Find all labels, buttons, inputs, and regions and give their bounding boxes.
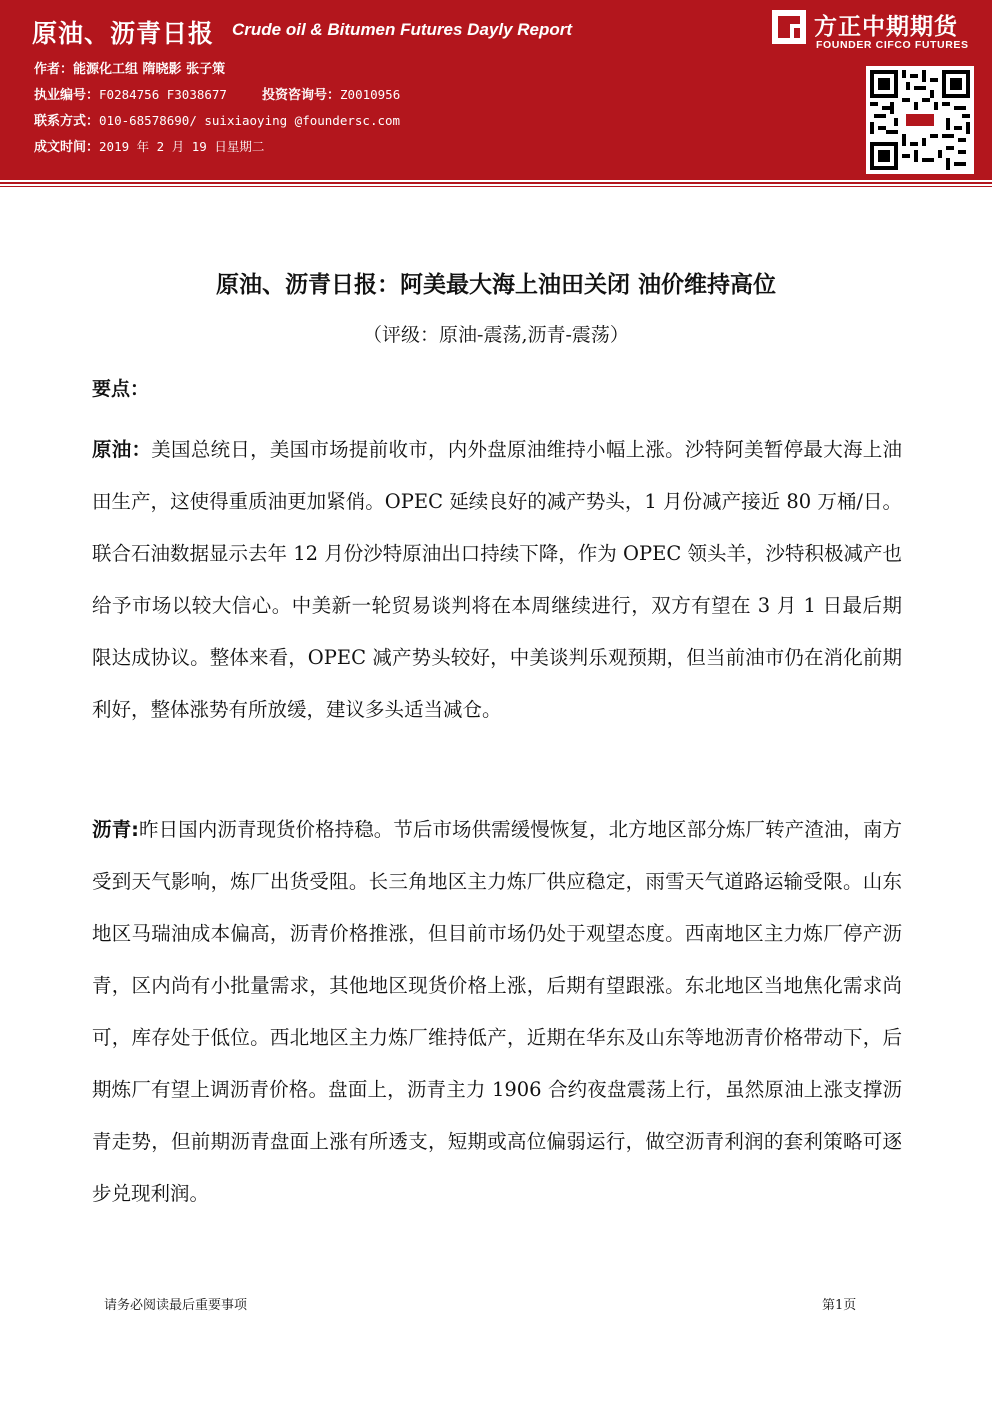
license-label: 执业编号： (34, 88, 100, 103)
founder-logo (772, 8, 982, 58)
contact-value: 010-68578690/ suixiaoying @foundersc.com (99, 113, 401, 128)
footer-notice: 请务必阅读最后重要事项 (104, 1298, 248, 1313)
crude-oil-label: 原油： (92, 438, 152, 461)
date-line (34, 136, 264, 155)
crude-oil-paragraph (92, 424, 902, 736)
bitumen-paragraph (92, 804, 902, 1220)
bitumen-label: 沥青: (92, 818, 139, 841)
founder-logo-icon (772, 10, 806, 44)
qr-code-icon (870, 70, 970, 170)
bitumen-text: 昨日国内沥青现货价格持稳。节后市场供需缓慢恢复，北方地区部分炼厂转产渣油，南方受到天气影响，炼厂出货受阻。长三角地区主力炼厂供应稳定，雨雪天气道路运输受限。山东地区马瑞油成本偏高，沥青价格推涨，但目前市场仍处于观望态度。西南地区主力炼厂停产沥青，区内尚有小批量需求，其他地区现货价格上涨，后期有望跟涨。东北地区当地焦化需求尚可，库存处于低位。西北地区主力炼厂维持低产，近期在华东及山东等地沥青价格带动下，后期炼厂有望上调沥青价格。盘面上，沥青主力 1906 合约夜盘震荡上行，虽然原油上涨支撑沥青走势，但前期沥青盘面上涨有所透支，短期或高位偏弱运行，做空沥青利润的套利策略可逐步兑现利润。 (92, 818, 902, 1205)
consult-label: 投资咨询号： (262, 88, 341, 103)
crude-oil-text: 美国总统日，美国市场提前收市，内外盘原油维持小幅上涨。沙特阿美暂停最大海上油田生产，这使得重质油更加紧俏。OPEC 延续良好的减产势头，1 月份减产接近 80 万桶/日。联合石油数据显示去年 12 月份沙特原油出口持续下降，作为 OPEC 领头羊，沙特积极减产也给予市场以较大信心。中美新一轮贸易谈判将在本周继续进行，双方有望在 3 月 1 日最后期限达成协议。整体来看，OPEC 减产势头较好，中美谈判乐观预期，但当前油市仍在消化前期利好，整体涨势有所放缓，建议多头适当减仓。 (92, 438, 902, 721)
contact-label: 联系方式： (34, 114, 100, 129)
qr-code (866, 66, 974, 174)
date-value: 2019 年 2 月 19 日星期二 (99, 139, 265, 154)
consult-value: Z0010956 (340, 87, 401, 102)
author-value: 能源化工组 隋晓影 张子策 (73, 62, 226, 77)
header-rule-thin (0, 186, 992, 187)
author-line (34, 58, 225, 77)
license-line (34, 84, 400, 103)
header-subtitle: Crude oil & Bitumen Futures Dayly Report (232, 20, 573, 39)
key-points-heading: 要点： (92, 378, 150, 400)
header-rule (0, 182, 992, 184)
date-label: 成文时间： (34, 140, 100, 155)
header-title: 原油、沥青日报 (32, 19, 215, 48)
logo-text-cn: 方正中期期货 (814, 14, 958, 40)
contact-line (34, 110, 400, 129)
logo-text-en: FOUNDER CIFCO FUTURES (816, 39, 969, 51)
page-number: 第1页 (822, 1298, 857, 1313)
report-rating: （评级：原油-震荡,沥青-震荡） (363, 324, 629, 346)
report-header (0, 0, 992, 180)
license-value: F0284756 F3038677 (99, 87, 227, 102)
report-title: 原油、沥青日报：阿美最大海上油田关闭 油价维持高位 (215, 272, 776, 298)
author-label: 作者： (34, 62, 74, 77)
